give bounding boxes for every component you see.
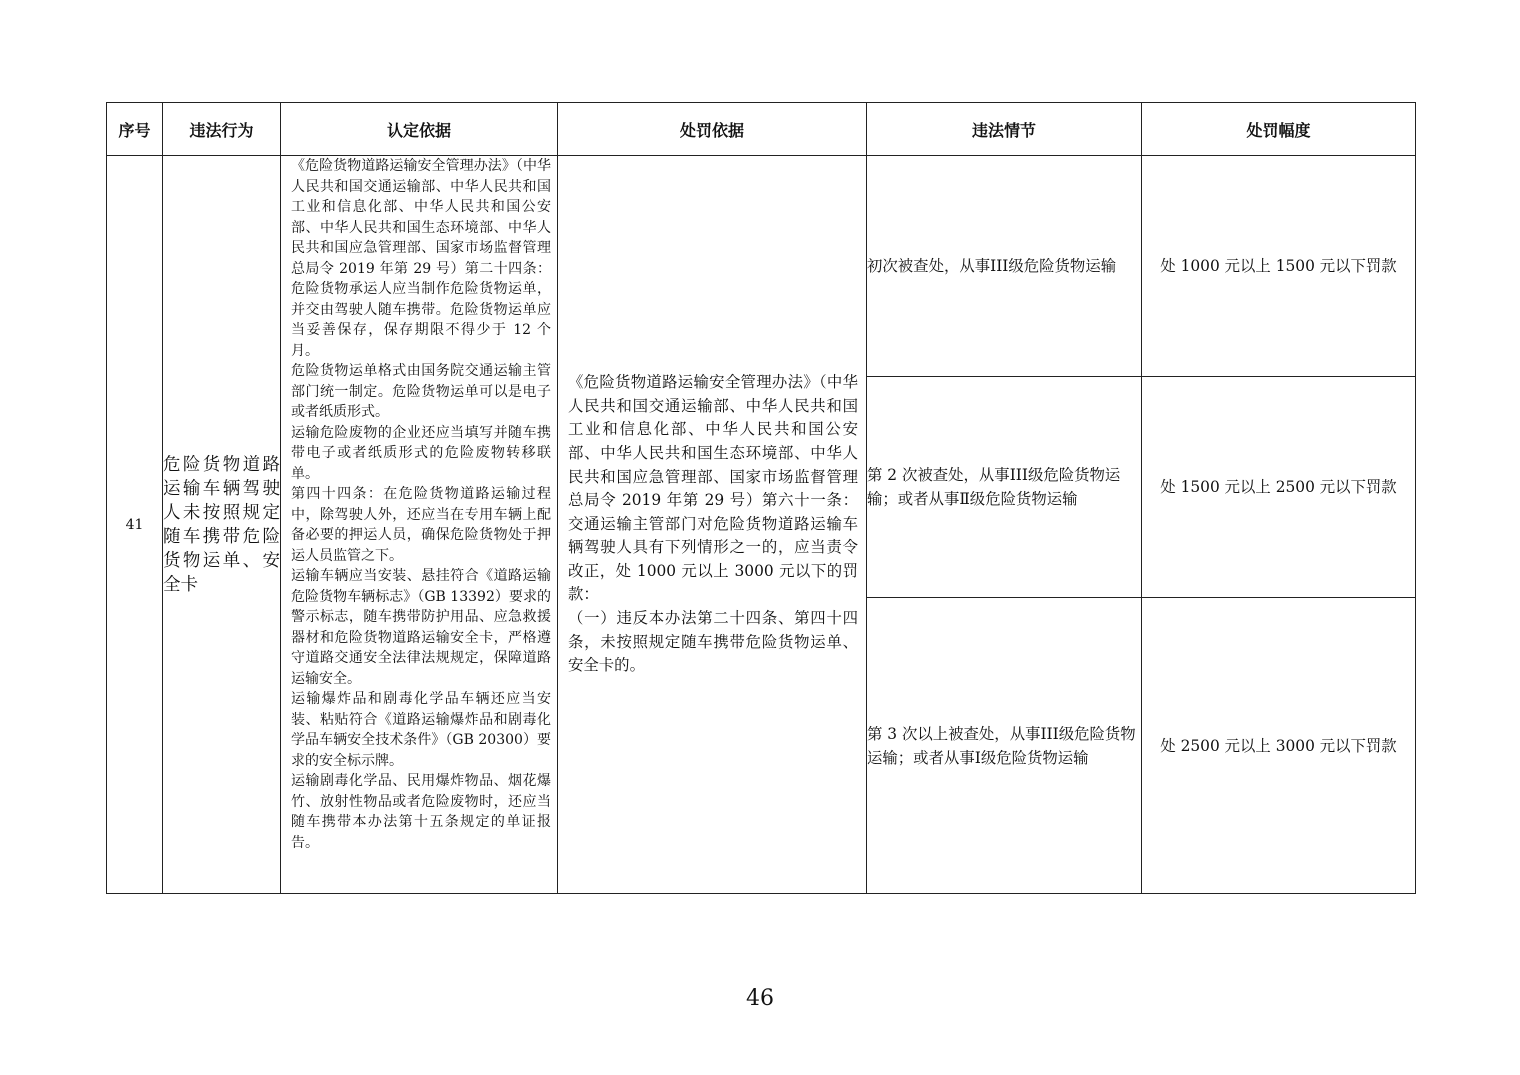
table-row (107, 156, 1416, 377)
header-circumstance: 违法情节 (867, 103, 1142, 156)
violation-cell: 危险货物道路运输车辆驾驶人未按照规定随车携带危险货物运单、安全卡 (163, 156, 281, 894)
range-cell-2: 处 1500 元以上 2500 元以下罚款 (1142, 377, 1416, 598)
basis-paragraph: 运输爆炸品和剧毒化学品车辆还应当安装、粘贴符合《道路运输爆炸品和剧毒化学品车辆安全技术条件》（GB 20300）要求的安全标示牌。 (291, 691, 551, 769)
header-range: 处罚幅度 (1142, 103, 1416, 156)
penalty-paragraph: （一）违反本办法第二十四条、第四十四条，未按照规定随车携带危险货物运单、安全卡的。 (568, 609, 858, 675)
circumstance-cell-2: 第 2 次被查处，从事III级危险货物运输；或者从事Ⅱ级危险货物运输 (867, 377, 1142, 598)
penalty-basis-cell (558, 156, 867, 894)
range-cell-1: 处 1000 元以上 1500 元以下罚款 (1142, 156, 1416, 377)
basis-paragraph: 第四十四条：在危险货物道路运输过程中，除驾驶人外，还应当在专用车辆上配备必要的押运人员，确保危险货物处于押运人员监管之下。 (291, 486, 551, 564)
basis-cell (281, 156, 558, 894)
circumstance-cell-1: 初次被查处，从事III级危险货物运输 (867, 156, 1142, 377)
basis-paragraph: 运输车辆应当安装、悬挂符合《道路运输危险货物车辆标志》（GB 13392）要求的警示标志，随车携带防护用品、应急救援器材和危险货物道路运输安全卡，严格遵守道路交通安全法律法规规定，保障道路运输安全。 (291, 568, 551, 687)
header-seq: 序号 (107, 103, 163, 156)
penalty-paragraph: 《危险货物道路运输安全管理办法》（中华人民共和国交通运输部、中华人民共和国工业和信息化部、中华人民共和国公安部、中华人民共和国生态环境部、中华人民共和国应急管理部、国家市场监督管理总局令 2019 年第 29 号）第六十一条：交通运输主管部门对危险货物道路运输车辆驾驶人具有下列情形之一的，应当责令改正，处 1000 元以上 3000 元以下的罚款： (568, 373, 858, 604)
range-cell-3: 处 2500 元以上 3000 元以下罚款 (1142, 598, 1416, 894)
penalty-table (106, 102, 1416, 894)
header-basis: 认定依据 (281, 103, 558, 156)
header-penalty-basis: 处罚依据 (558, 103, 867, 156)
basis-paragraph: 运输危险废物的企业还应当填写并随车携带电子或者纸质形式的危险废物转移联单。 (291, 424, 551, 482)
header-row (107, 103, 1416, 156)
seq-cell: 41 (107, 156, 163, 894)
basis-paragraph: 危险货物运单格式由国务院交通运输主管部门统一制定。危险货物运单可以是电子或者纸质形式。 (291, 363, 551, 420)
circumstance-cell-3: 第 3 次以上被查处，从事III级危险货物运输；或者从事Ⅰ级危险货物运输 (867, 598, 1142, 894)
basis-paragraph: 《危险货物道路运输安全管理办法》（中华人民共和国交通运输部、中华人民共和国工业和信息化部、中华人民共和国公安部、中华人民共和国生态环境部、中华人民共和国应急管理部、国家市场监督管理总局令 2019 年第 29 号）第二十四条：危险货物承运人应当制作危险货物运单，并交由驾驶人随车携带。危险货物运单应当妥善保存，保存期限不得少于 12 个月。 (291, 158, 551, 359)
page-number: 46 (746, 986, 774, 1011)
basis-paragraph: 运输剧毒化学品、民用爆炸物品、烟花爆竹、放射性物品或者危险废物时，还应当随车携带本办法第十五条规定的单证报告。 (291, 773, 551, 851)
header-violation: 违法行为 (163, 103, 281, 156)
